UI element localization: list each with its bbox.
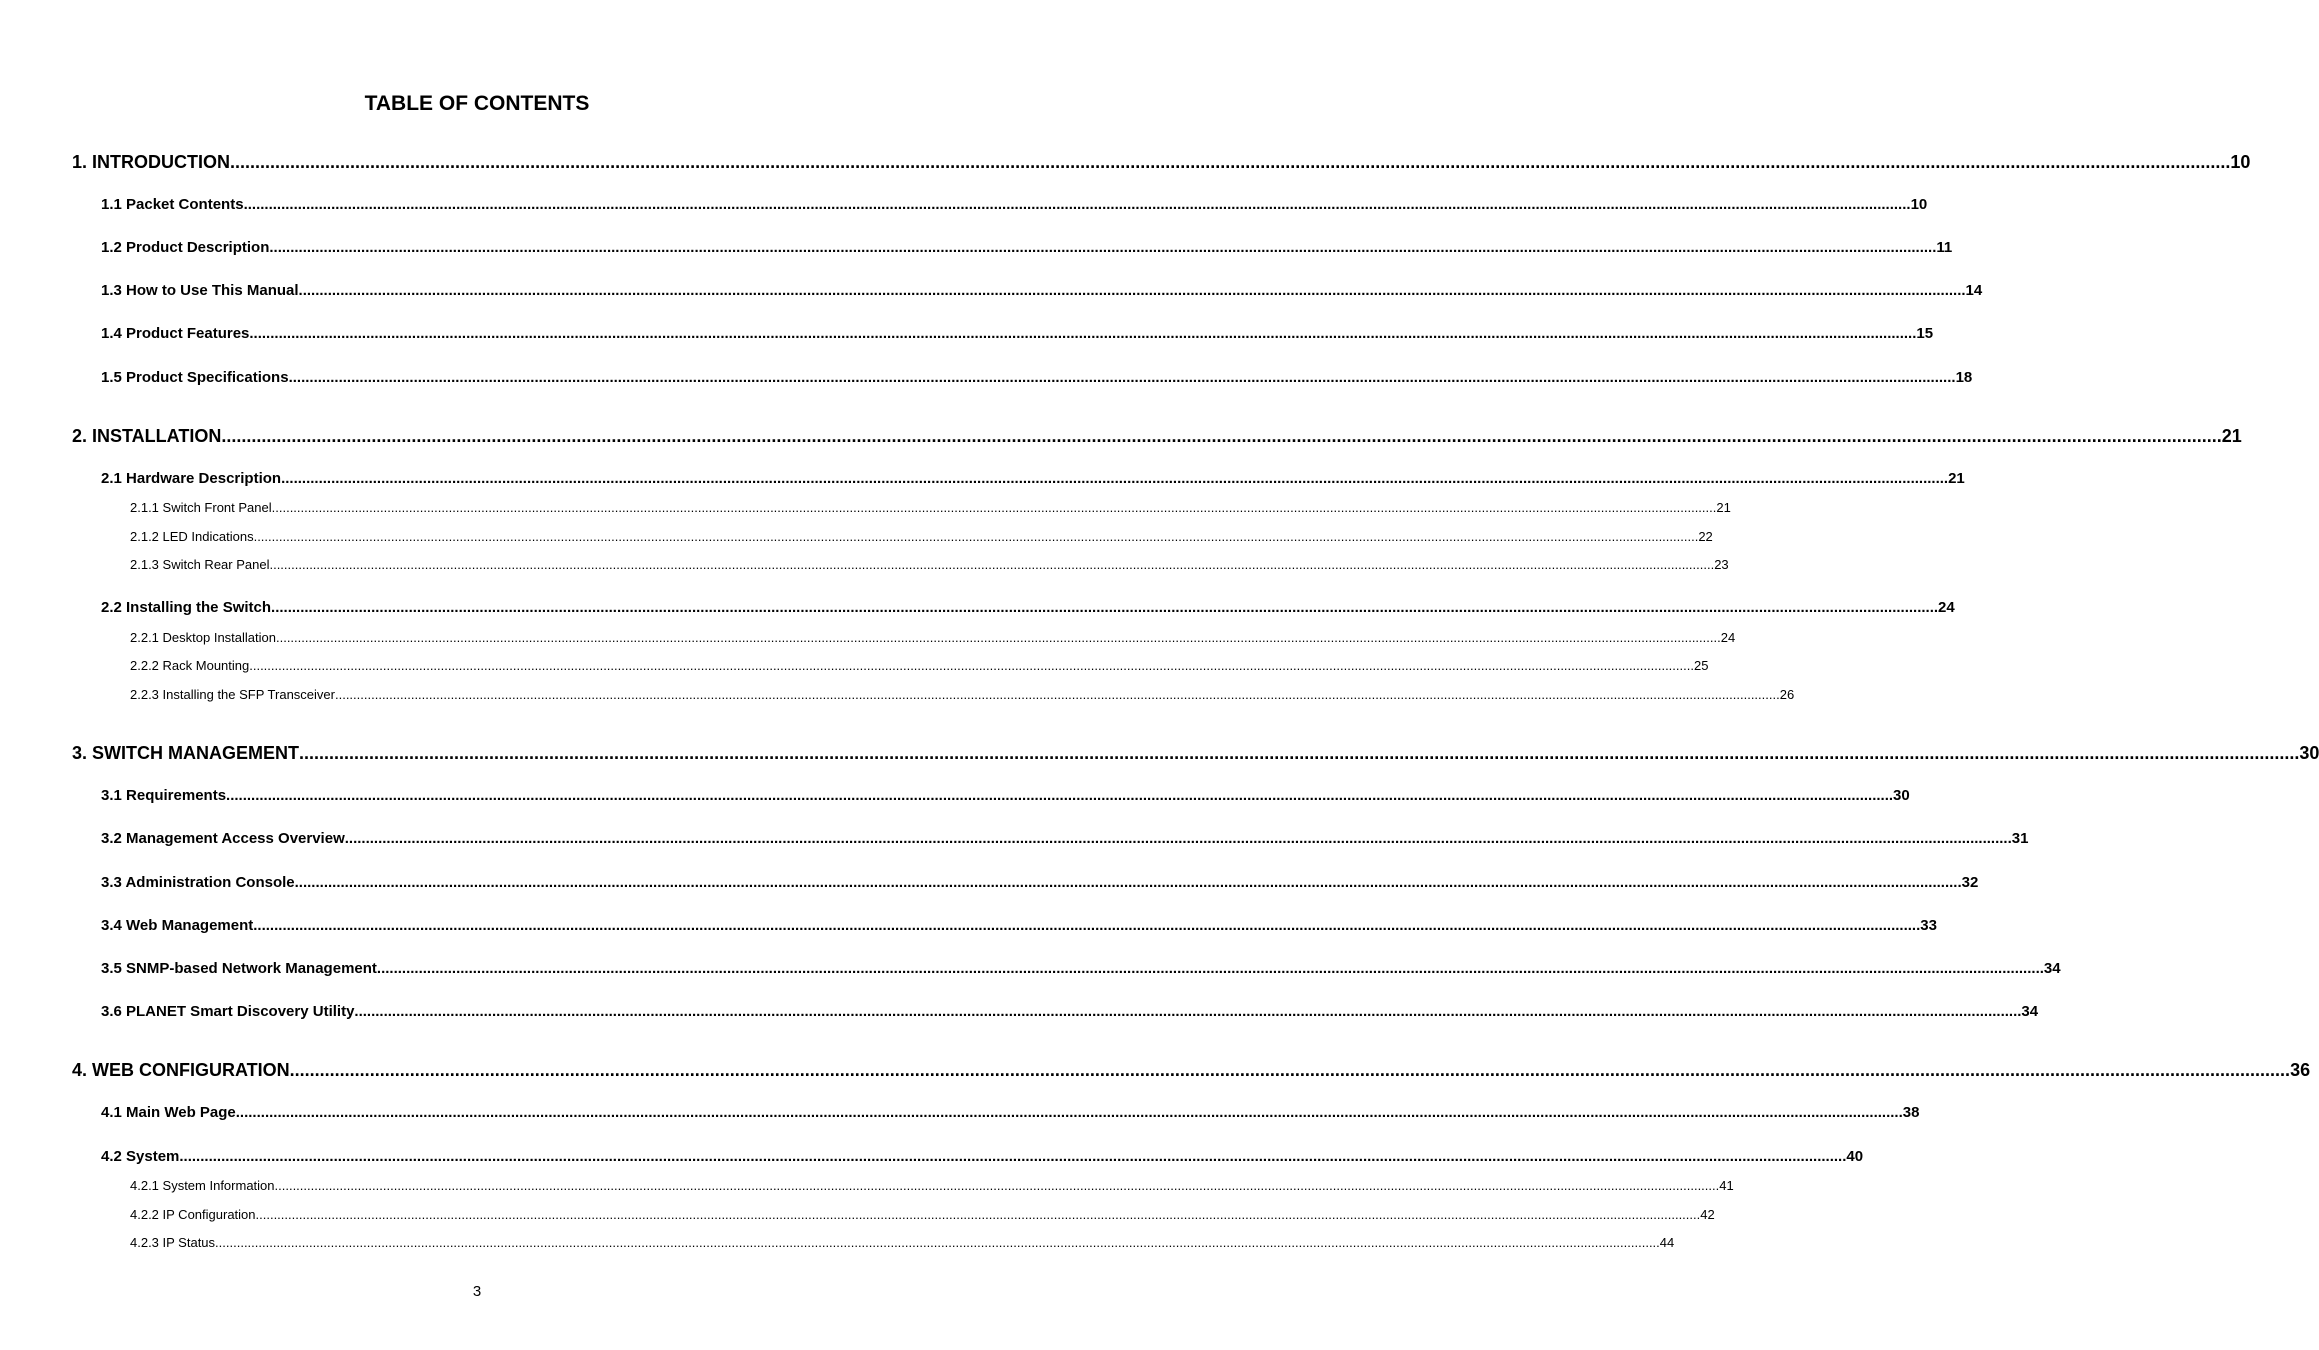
toc-entry-page: 44 xyxy=(1659,1235,1675,1250)
toc-dot-leader: ................................................................................................................................................................................................................................................................................................................................................................................................................ xyxy=(271,599,1939,616)
page-title: TABLE OF CONTENTS xyxy=(364,92,590,115)
toc-entry-page: 24 xyxy=(1938,599,1955,616)
toc-dot-leader: ................................................................................................................................................................................................................................................................................................................................................................................................................ xyxy=(288,369,1956,386)
toc-dot-leader: ................................................................................................................................................................................................................................................................................................................................................................................................................ xyxy=(179,1148,1847,1165)
toc-dot-leader: ................................................................................................................................................................................................................................................................................................................................................................................................................ xyxy=(271,500,1717,515)
toc-dot-leader: ................................................................................................................................................................................................................................................................................................................................................................................................................ xyxy=(298,282,1966,299)
toc-entry-label: 3.4 Web Management xyxy=(101,917,254,934)
toc-dot-leader: ................................................................................................................................................................................................................................................................................................................................................................................................................ xyxy=(215,1235,1660,1250)
toc-entry-label: 1.3 How to Use This Manual xyxy=(101,282,299,299)
toc-dot-leader: ................................................................................................................................................................................................................................................................................................................................................................................................................ xyxy=(294,874,1962,891)
toc-entry-label: 1.5 Product Specifications xyxy=(101,369,289,386)
toc-entry-page: 18 xyxy=(1955,369,1973,386)
toc-entry[interactable] xyxy=(130,557,1729,573)
toc-entry-label: 2.1.1 Switch Front Panel xyxy=(130,500,272,515)
toc-dot-leader: ................................................................................................................................................................................................................................................................................................................................................................................................................ xyxy=(249,325,1917,342)
toc-dot-leader: ................................................................................................................................................................................................................................................................................................................................................................................................................ xyxy=(299,743,2300,763)
toc-entry[interactable] xyxy=(101,787,1910,805)
toc-entry[interactable] xyxy=(101,325,1934,343)
toc-entry[interactable] xyxy=(101,830,2029,848)
toc-dot-leader: ................................................................................................................................................................................................................................................................................................................................................................................................................ xyxy=(275,630,1721,645)
toc-entry-label: 2.2.2 Rack Mounting xyxy=(130,658,250,673)
toc-dot-leader: ................................................................................................................................................................................................................................................................................................................................................................................................................ xyxy=(274,1178,1720,1193)
toc-entry[interactable] xyxy=(101,599,1955,617)
toc-entry-label: 4.1 Main Web Page xyxy=(101,1104,236,1121)
toc-dot-leader: ................................................................................................................................................................................................................................................................................................................................................................................................................ xyxy=(226,787,1894,804)
toc-entry[interactable] xyxy=(101,239,1953,257)
toc-entry-page: 21 xyxy=(1948,470,1965,487)
toc-entry-page: 42 xyxy=(1700,1207,1715,1222)
toc-entry-page: 34 xyxy=(2021,1003,2039,1020)
toc-entry[interactable] xyxy=(72,425,2242,447)
toc-entry-page: 11 xyxy=(1936,239,1953,256)
toc-entry-label: 2.2.3 Installing the SFP Transceiver xyxy=(130,687,335,702)
toc-entry[interactable] xyxy=(72,1059,2311,1081)
toc-dot-leader: ................................................................................................................................................................................................................................................................................................................................................................................................................ xyxy=(253,917,1921,934)
toc-entry-page: 23 xyxy=(1714,557,1729,572)
toc-entry[interactable] xyxy=(130,500,1731,516)
toc-dot-leader: ................................................................................................................................................................................................................................................................................................................................................................................................................ xyxy=(344,830,2012,847)
toc-entry-label: 4.2.1 System Information xyxy=(130,1178,275,1193)
toc-entry-page: 30 xyxy=(2299,743,2319,763)
toc-entry-page: 34 xyxy=(2043,960,2061,977)
toc-entry[interactable] xyxy=(101,282,1983,300)
toc-entry-label: 4.2.3 IP Status xyxy=(130,1235,216,1250)
toc-dot-leader: ................................................................................................................................................................................................................................................................................................................................................................................................................ xyxy=(249,658,1694,673)
toc-dot-leader: ................................................................................................................................................................................................................................................................................................................................................................................................................ xyxy=(221,426,2222,446)
toc-entry-label: 4.2 System xyxy=(101,1148,180,1165)
toc-entry[interactable] xyxy=(130,687,1795,703)
toc-dot-leader: ................................................................................................................................................................................................................................................................................................................................................................................................................ xyxy=(269,557,1715,572)
toc-entry-label: 3.2 Management Access Overview xyxy=(101,830,345,847)
toc-entry-label: 1.4 Product Features xyxy=(101,325,250,342)
toc-entry-label: 2.1.3 Switch Rear Panel xyxy=(130,557,270,572)
toc-entry-page: 21 xyxy=(1716,500,1731,515)
toc-entry-page: 33 xyxy=(1920,917,1937,934)
toc-entry[interactable] xyxy=(130,630,1736,646)
toc-entry-label: 3.3 Administration Console xyxy=(101,874,295,891)
toc-entry-label: 4. WEB CONFIGURATION xyxy=(72,1060,290,1080)
toc-entry-page: 10 xyxy=(1910,196,1928,213)
toc-entry[interactable] xyxy=(72,742,2319,764)
toc-dot-leader: ................................................................................................................................................................................................................................................................................................................................................................................................................ xyxy=(289,1060,2291,1080)
toc-entry-page: 38 xyxy=(1902,1104,1920,1121)
toc-entry[interactable] xyxy=(130,529,1713,545)
toc-entry[interactable] xyxy=(101,1148,1864,1166)
toc-entry-page: 22 xyxy=(1698,529,1713,544)
toc-entry[interactable] xyxy=(130,1207,1715,1223)
toc-entry-page: 26 xyxy=(1779,687,1795,702)
toc-entry[interactable] xyxy=(101,960,2061,978)
toc-entry-page: 30 xyxy=(1893,787,1910,804)
toc-entry-label: 1. INTRODUCTION xyxy=(72,152,231,172)
toc-dot-leader: ................................................................................................................................................................................................................................................................................................................................................................................................................ xyxy=(253,529,1699,544)
toc-entry-page: 10 xyxy=(2230,152,2251,172)
toc-entry[interactable] xyxy=(101,1003,2039,1021)
toc-entry-label: 2.2 Installing the Switch xyxy=(101,599,272,616)
toc-entry[interactable] xyxy=(101,1104,1920,1122)
toc-dot-leader: ................................................................................................................................................................................................................................................................................................................................................................................................................ xyxy=(230,152,2231,172)
toc-entry-page: 41 xyxy=(1719,1178,1734,1193)
toc-entry-label: 3.5 SNMP-based Network Management xyxy=(101,960,377,977)
toc-dot-leader: ................................................................................................................................................................................................................................................................................................................................................................................................................ xyxy=(235,1104,1903,1121)
page-number: 3 xyxy=(472,1283,482,1300)
toc-entry[interactable] xyxy=(101,917,1937,935)
toc-entry-page: 24 xyxy=(1720,630,1736,645)
toc-entry-page: 32 xyxy=(1961,874,1979,891)
toc-entry[interactable] xyxy=(101,874,1979,892)
toc-entry-label: 2.2.1 Desktop Installation xyxy=(130,630,276,645)
toc-dot-leader: ................................................................................................................................................................................................................................................................................................................................................................................................................ xyxy=(334,687,1780,702)
toc-entry-label: 3.1 Requirements xyxy=(101,787,227,804)
toc-dot-leader: ................................................................................................................................................................................................................................................................................................................................................................................................................ xyxy=(255,1207,1701,1222)
toc-entry[interactable] xyxy=(101,470,1965,488)
toc-entry-label: 4.2.2 IP Configuration xyxy=(130,1207,256,1222)
toc-entry-page: 40 xyxy=(1846,1148,1864,1165)
toc-entry-page: 21 xyxy=(2221,426,2242,446)
toc-entry-label: 2. INSTALLATION xyxy=(72,426,222,446)
toc-entry-page: 15 xyxy=(1916,325,1934,342)
toc-entry-label: 3. SWITCH MANAGEMENT xyxy=(72,743,299,763)
toc-dot-leader: ................................................................................................................................................................................................................................................................................................................................................................................................................ xyxy=(354,1003,2022,1020)
toc-entry-label: 1.2 Product Description xyxy=(101,239,270,256)
toc-entry-page: 31 xyxy=(2011,830,2029,847)
toc-dot-leader: ................................................................................................................................................................................................................................................................................................................................................................................................................ xyxy=(269,239,1937,256)
toc-entry-label: 2.1.2 LED Indications xyxy=(130,529,254,544)
toc-entry[interactable] xyxy=(101,196,1928,214)
toc-entry-page: 25 xyxy=(1693,658,1709,673)
toc-dot-leader: ................................................................................................................................................................................................................................................................................................................................................................................................................ xyxy=(281,470,1949,487)
toc-entry[interactable] xyxy=(130,1178,1734,1194)
toc-entry[interactable] xyxy=(72,151,2251,173)
toc-entry-page: 36 xyxy=(2290,1060,2311,1080)
toc-entry[interactable] xyxy=(101,369,1973,387)
toc-entry-label: 2.1 Hardware Description xyxy=(101,470,282,487)
toc-entry[interactable] xyxy=(130,1235,1675,1251)
toc-entry-label: 3.6 PLANET Smart Discovery Utility xyxy=(101,1003,355,1020)
toc-entry-page: 14 xyxy=(1965,282,1983,299)
toc-dot-leader: ................................................................................................................................................................................................................................................................................................................................................................................................................ xyxy=(243,196,1911,213)
toc-entry[interactable] xyxy=(130,658,1709,674)
toc-entry-label: 1.1 Packet Contents xyxy=(101,196,244,213)
toc-dot-leader: ................................................................................................................................................................................................................................................................................................................................................................................................................ xyxy=(376,960,2044,977)
